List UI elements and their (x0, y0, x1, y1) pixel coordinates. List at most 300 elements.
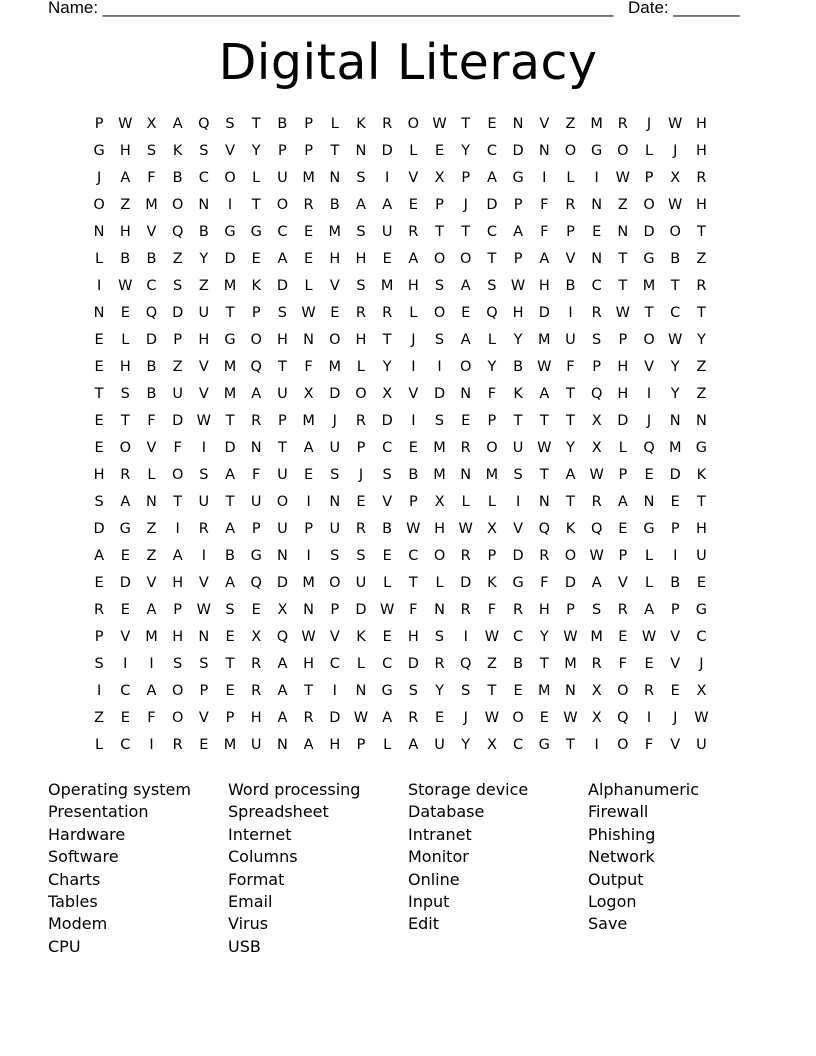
grid-letter[interactable]: M (668, 440, 682, 456)
grid-letter[interactable]: H (250, 710, 262, 726)
grid-letter[interactable]: C (486, 224, 497, 240)
grid-letter[interactable]: S (94, 494, 104, 510)
grid-letter[interactable]: I (306, 494, 311, 510)
grid-letter[interactable]: P (304, 521, 313, 537)
grid-letter[interactable]: H (303, 656, 315, 672)
grid-letter[interactable]: W (353, 710, 369, 726)
grid-letter[interactable]: U (565, 332, 576, 348)
grid-letter[interactable]: I (201, 440, 206, 456)
grid-letter[interactable]: H (695, 143, 707, 159)
grid-letter[interactable]: W (484, 629, 500, 645)
grid-letter[interactable]: H (119, 224, 131, 240)
grid-letter[interactable]: W (432, 116, 447, 132)
grid-letter[interactable]: D (460, 575, 472, 591)
grid-letter[interactable]: Y (566, 440, 575, 456)
grid-letter[interactable]: R (643, 683, 655, 699)
grid-letter[interactable]: R (565, 197, 576, 213)
grid-letter[interactable]: F (173, 440, 182, 456)
grid-letter[interactable]: B (513, 656, 524, 672)
grid-letter[interactable]: D (224, 440, 236, 456)
grid-letter[interactable]: Z (696, 386, 707, 402)
grid-letter[interactable]: I (673, 548, 678, 564)
grid-letter[interactable]: T (696, 224, 706, 240)
grid-letter[interactable]: H (355, 251, 367, 267)
grid-letter[interactable]: J (646, 413, 652, 429)
grid-letter[interactable]: D (669, 467, 681, 483)
grid-letter[interactable]: M (328, 224, 342, 240)
grid-letter[interactable]: B (120, 251, 131, 267)
grid-letter[interactable]: U (277, 467, 288, 483)
grid-letter[interactable]: G (119, 521, 131, 537)
grid-letter[interactable]: O (617, 737, 629, 753)
grid-letter[interactable]: J (673, 143, 678, 159)
grid-letter[interactable]: L (618, 440, 627, 456)
grid-letter[interactable]: J (699, 656, 704, 672)
grid-letter[interactable]: X (303, 386, 314, 402)
grid-letter[interactable]: O (433, 305, 446, 321)
grid-letter[interactable]: P (487, 548, 497, 564)
grid-letter[interactable]: F (644, 737, 654, 753)
grid-letter[interactable]: E (408, 440, 418, 456)
grid-letter[interactable]: P (225, 710, 235, 726)
grid-letter[interactable]: F (252, 467, 261, 483)
grid-letter[interactable]: T (408, 575, 418, 591)
grid-letter[interactable]: H (119, 143, 131, 159)
grid-letter[interactable]: M (642, 278, 656, 294)
grid-letter[interactable]: R (591, 656, 602, 672)
grid-letter[interactable]: A (120, 494, 131, 510)
grid-letter[interactable]: I (306, 548, 311, 564)
grid-letter[interactable]: V (670, 629, 681, 645)
grid-letter[interactable]: E (670, 494, 680, 510)
grid-letter[interactable]: H (172, 629, 184, 645)
grid-letter[interactable]: O (460, 359, 472, 375)
grid-letter[interactable]: K (565, 521, 576, 537)
grid-letter[interactable]: N (460, 467, 472, 483)
grid-letter[interactable]: C (382, 656, 393, 672)
grid-letter[interactable]: B (146, 359, 157, 375)
grid-letter[interactable]: H (119, 359, 131, 375)
grid-letter[interactable]: N (669, 413, 681, 429)
grid-letter[interactable]: A (460, 332, 471, 348)
grid-letter[interactable]: U (277, 170, 288, 186)
grid-letter[interactable]: O (617, 683, 629, 699)
grid-letter[interactable]: X (434, 494, 445, 510)
grid-letter[interactable]: P (199, 683, 209, 699)
grid-letter[interactable]: Y (513, 332, 523, 348)
grid-letter[interactable]: U (277, 521, 288, 537)
grid-letter[interactable]: C (277, 224, 288, 240)
grid-letter[interactable]: B (225, 548, 235, 564)
grid-letter[interactable]: I (646, 710, 652, 726)
grid-letter[interactable]: H (198, 332, 210, 348)
grid-letter[interactable]: Q (538, 521, 550, 537)
grid-letter[interactable]: R (460, 440, 471, 456)
grid-letter[interactable]: N (591, 197, 603, 213)
grid-letter[interactable]: Y (461, 143, 471, 159)
grid-letter[interactable]: S (277, 305, 288, 321)
grid-letter[interactable]: M (302, 170, 315, 186)
grid-letter[interactable]: T (670, 278, 680, 294)
grid-letter[interactable]: D (486, 197, 498, 213)
grid-letter[interactable]: F (540, 575, 549, 591)
grid-letter[interactable]: J (358, 467, 364, 483)
grid-letter[interactable]: X (591, 710, 602, 726)
grid-letter[interactable]: Y (670, 359, 680, 375)
grid-letter[interactable]: T (435, 224, 444, 240)
grid-letter[interactable]: B (670, 575, 681, 591)
grid-letter[interactable]: E (644, 656, 654, 672)
grid-letter[interactable]: T (644, 305, 654, 321)
grid-letter[interactable]: N (512, 116, 524, 132)
grid-letter[interactable]: X (591, 440, 602, 456)
grid-letter[interactable]: K (513, 386, 523, 402)
grid-letter[interactable]: O (171, 197, 184, 213)
grid-letter[interactable]: Q (486, 305, 498, 321)
grid-letter[interactable]: R (617, 602, 628, 618)
grid-letter[interactable]: S (356, 170, 366, 186)
grid-letter[interactable]: W (510, 278, 526, 294)
grid-letter[interactable]: F (618, 656, 628, 672)
grid-letter[interactable]: S (356, 548, 366, 564)
grid-letter[interactable]: B (277, 116, 288, 132)
grid-letter[interactable]: G (538, 737, 550, 753)
grid-letter[interactable]: P (251, 305, 261, 321)
grid-letter[interactable]: K (172, 143, 183, 159)
grid-letter[interactable]: E (94, 359, 104, 375)
grid-letter[interactable]: Z (617, 197, 628, 213)
grid-letter[interactable]: X (382, 386, 393, 402)
grid-letter[interactable]: I (175, 521, 180, 537)
grid-letter[interactable]: L (121, 332, 130, 348)
grid-letter[interactable]: D (276, 278, 288, 294)
grid-letter[interactable]: R (355, 521, 366, 537)
grid-letter[interactable]: L (644, 548, 654, 564)
grid-letter[interactable]: I (123, 656, 128, 672)
grid-letter[interactable]: Q (590, 386, 603, 402)
grid-letter[interactable]: E (120, 548, 130, 564)
grid-letter[interactable]: I (201, 548, 206, 564)
grid-letter[interactable]: V (382, 494, 393, 510)
grid-letter[interactable]: T (539, 656, 549, 672)
grid-letter[interactable]: I (411, 413, 416, 429)
grid-letter[interactable]: S (592, 332, 602, 348)
grid-letter[interactable]: E (94, 413, 104, 429)
grid-letter[interactable]: C (120, 683, 131, 699)
grid-letter[interactable]: E (356, 494, 366, 510)
grid-letter[interactable]: K (251, 278, 261, 294)
grid-letter[interactable]: U (198, 305, 210, 321)
grid-letter[interactable]: Q (617, 710, 629, 726)
grid-letter[interactable]: V (146, 575, 157, 591)
grid-letter[interactable]: M (380, 278, 394, 294)
grid-letter[interactable]: M (328, 359, 342, 375)
grid-letter[interactable]: U (198, 494, 210, 510)
grid-letter[interactable]: Z (146, 521, 157, 537)
grid-letter[interactable]: N (93, 305, 105, 321)
grid-letter[interactable]: I (332, 683, 337, 699)
grid-letter[interactable]: E (618, 521, 628, 537)
grid-letter[interactable]: G (250, 548, 262, 564)
grid-letter[interactable]: I (463, 629, 468, 645)
grid-letter[interactable]: A (94, 548, 105, 564)
grid-letter[interactable]: P (592, 359, 602, 375)
grid-letter[interactable]: I (385, 170, 390, 186)
grid-letter[interactable]: L (409, 305, 418, 321)
grid-letter[interactable]: A (539, 251, 550, 267)
grid-letter[interactable]: F (147, 170, 156, 186)
grid-letter[interactable]: H (512, 305, 524, 321)
grid-letter[interactable]: T (618, 251, 628, 267)
grid-letter[interactable]: V (644, 359, 654, 375)
grid-letter[interactable]: L (409, 143, 418, 159)
grid-letter[interactable]: T (277, 359, 287, 375)
grid-letter[interactable]: M (590, 629, 603, 645)
grid-letter[interactable]: E (696, 575, 706, 591)
grid-letter[interactable]: T (513, 413, 523, 429)
grid-letter[interactable]: S (356, 278, 366, 294)
grid-letter[interactable]: E (434, 143, 445, 159)
grid-letter[interactable]: O (276, 494, 289, 510)
grid-letter[interactable]: P (278, 413, 287, 429)
grid-letter[interactable]: O (669, 224, 681, 240)
grid-letter[interactable]: P (513, 197, 523, 213)
grid-letter[interactable]: D (172, 413, 184, 429)
grid-letter[interactable]: P (251, 521, 261, 537)
grid-letter[interactable]: B (146, 386, 157, 402)
grid-letter[interactable]: P (618, 548, 628, 564)
grid-letter[interactable]: I (96, 683, 102, 699)
grid-letter[interactable]: A (382, 197, 393, 213)
grid-letter[interactable]: T (566, 386, 575, 402)
grid-letter[interactable]: D (145, 332, 158, 348)
grid-letter[interactable]: O (643, 197, 655, 213)
grid-letter[interactable]: A (460, 278, 471, 294)
grid-letter[interactable]: V (198, 359, 209, 375)
grid-letter[interactable]: X (277, 602, 288, 618)
grid-letter[interactable]: N (329, 170, 341, 186)
grid-letter[interactable]: P (94, 629, 104, 645)
grid-letter[interactable]: A (146, 683, 157, 699)
grid-letter[interactable]: N (303, 332, 315, 348)
grid-letter[interactable]: E (513, 683, 523, 699)
grid-letter[interactable]: M (538, 683, 551, 699)
grid-letter[interactable]: E (94, 440, 104, 456)
grid-letter[interactable]: A (644, 602, 654, 618)
grid-letter[interactable]: O (171, 467, 184, 483)
grid-letter[interactable]: W (484, 710, 500, 726)
grid-letter[interactable]: Z (172, 251, 183, 267)
grid-letter[interactable]: V (670, 737, 681, 753)
grid-letter[interactable]: R (198, 521, 209, 537)
grid-letter[interactable]: C (329, 656, 340, 672)
grid-letter[interactable]: E (592, 224, 602, 240)
grid-letter[interactable]: T (696, 494, 706, 510)
grid-letter[interactable]: U (250, 494, 262, 510)
grid-letter[interactable]: G (591, 143, 603, 159)
grid-letter[interactable]: S (330, 548, 340, 564)
grid-letter[interactable]: O (617, 143, 629, 159)
grid-letter[interactable]: P (408, 494, 418, 510)
grid-letter[interactable]: V (408, 386, 419, 402)
grid-letter[interactable]: S (120, 386, 130, 402)
grid-letter[interactable]: R (303, 197, 314, 213)
grid-letter[interactable]: A (382, 710, 393, 726)
grid-letter[interactable]: R (251, 683, 262, 699)
grid-letter[interactable]: T (330, 143, 340, 159)
grid-letter[interactable]: H (434, 521, 445, 537)
grid-letter[interactable]: V (670, 656, 681, 672)
grid-letter[interactable]: V (617, 575, 628, 591)
grid-letter[interactable]: U (329, 521, 341, 537)
grid-letter[interactable]: D (381, 413, 393, 429)
grid-letter[interactable]: Q (590, 521, 603, 537)
grid-letter[interactable]: L (461, 494, 470, 510)
grid-letter[interactable]: P (513, 251, 523, 267)
grid-letter[interactable]: P (173, 332, 183, 348)
grid-letter[interactable]: D (329, 710, 341, 726)
grid-letter[interactable]: F (147, 413, 156, 429)
grid-letter[interactable]: S (146, 143, 157, 159)
grid-letter[interactable]: X (670, 170, 681, 186)
grid-letter[interactable]: R (408, 224, 419, 240)
grid-letter[interactable]: N (355, 683, 367, 699)
grid-letter[interactable]: N (303, 602, 315, 618)
grid-letter[interactable]: O (512, 710, 524, 726)
grid-letter[interactable]: V (198, 386, 209, 402)
grid-letter[interactable]: X (434, 170, 445, 186)
grid-letter[interactable]: E (251, 251, 261, 267)
grid-letter[interactable]: O (564, 548, 577, 564)
grid-letter[interactable]: O (486, 440, 498, 456)
grid-letter[interactable]: Q (198, 116, 210, 132)
grid-letter[interactable]: S (225, 602, 235, 618)
grid-letter[interactable]: H (276, 332, 288, 348)
grid-letter[interactable]: P (618, 332, 628, 348)
grid-letter[interactable]: F (304, 359, 313, 375)
grid-letter[interactable]: D (381, 143, 393, 159)
grid-letter[interactable]: T (566, 413, 575, 429)
grid-letter[interactable]: L (644, 575, 654, 591)
grid-letter[interactable]: R (251, 656, 262, 672)
grid-letter[interactable]: M (590, 116, 603, 132)
grid-letter[interactable]: R (120, 467, 131, 483)
grid-letter[interactable]: N (276, 737, 288, 753)
grid-letter[interactable]: R (591, 305, 602, 321)
grid-letter[interactable]: E (251, 602, 261, 618)
grid-letter[interactable]: D (355, 602, 367, 618)
grid-letter[interactable]: U (434, 737, 445, 753)
grid-letter[interactable]: I (437, 359, 442, 375)
grid-letter[interactable]: O (460, 251, 472, 267)
grid-letter[interactable]: P (670, 602, 680, 618)
grid-letter[interactable]: S (487, 278, 497, 294)
grid-letter[interactable]: X (591, 683, 602, 699)
grid-letter[interactable]: O (93, 197, 105, 213)
grid-letter[interactable]: W (118, 278, 133, 294)
grid-letter[interactable]: I (594, 737, 599, 753)
grid-letter[interactable]: A (120, 170, 131, 186)
grid-letter[interactable]: V (513, 521, 524, 537)
grid-letter[interactable]: E (461, 413, 471, 429)
grid-letter[interactable]: S (94, 656, 104, 672)
grid-letter[interactable]: T (277, 440, 287, 456)
grid-letter[interactable]: V (408, 170, 419, 186)
grid-letter[interactable]: C (120, 737, 131, 753)
grid-letter[interactable]: C (591, 278, 602, 294)
grid-letter[interactable]: A (539, 386, 550, 402)
grid-letter[interactable]: I (411, 359, 416, 375)
grid-letter[interactable]: A (172, 116, 183, 132)
grid-letter[interactable]: W (301, 629, 316, 645)
grid-letter[interactable]: W (406, 521, 421, 537)
grid-letter[interactable]: R (382, 116, 393, 132)
grid-letter[interactable]: W (641, 629, 657, 645)
grid-letter[interactable]: M (485, 467, 499, 483)
grid-letter[interactable]: L (566, 170, 575, 186)
grid-letter[interactable]: U (277, 386, 288, 402)
grid-letter[interactable]: P (566, 602, 575, 618)
grid-letter[interactable]: E (304, 251, 314, 267)
grid-letter[interactable]: A (277, 251, 288, 267)
grid-letter[interactable]: D (617, 413, 629, 429)
grid-letter[interactable]: O (329, 575, 341, 591)
grid-letter[interactable]: O (329, 332, 341, 348)
grid-letter[interactable]: G (224, 224, 236, 240)
grid-letter[interactable]: A (277, 683, 288, 699)
grid-letter[interactable]: Q (460, 656, 472, 672)
grid-letter[interactable]: S (199, 143, 209, 159)
grid-letter[interactable]: O (224, 170, 236, 186)
grid-letter[interactable]: S (592, 602, 602, 618)
grid-letter[interactable]: S (225, 116, 235, 132)
grid-letter[interactable]: M (223, 278, 237, 294)
grid-letter[interactable]: G (695, 440, 708, 456)
grid-letter[interactable]: E (461, 305, 471, 321)
grid-letter[interactable]: I (149, 737, 154, 753)
grid-letter[interactable]: W (589, 548, 604, 564)
grid-letter[interactable]: I (542, 170, 547, 186)
grid-letter[interactable]: Z (120, 197, 131, 213)
grid-letter[interactable]: R (355, 305, 366, 321)
grid-letter[interactable]: Y (199, 251, 209, 267)
grid-letter[interactable]: V (329, 278, 340, 294)
grid-letter[interactable]: G (381, 683, 393, 699)
grid-letter[interactable]: B (565, 278, 576, 294)
grid-letter[interactable]: N (198, 197, 210, 213)
grid-letter[interactable]: W (118, 116, 133, 132)
grid-letter[interactable]: U (250, 737, 262, 753)
grid-letter[interactable]: R (696, 170, 707, 186)
grid-letter[interactable]: X (591, 413, 602, 429)
grid-letter[interactable]: E (382, 629, 392, 645)
grid-letter[interactable]: N (355, 143, 367, 159)
grid-letter[interactable]: Q (171, 224, 184, 240)
grid-letter[interactable]: F (409, 602, 418, 618)
grid-letter[interactable]: T (251, 197, 261, 213)
grid-letter[interactable]: S (199, 467, 209, 483)
grid-letter[interactable]: C (696, 629, 707, 645)
grid-letter[interactable]: Q (250, 359, 262, 375)
grid-letter[interactable]: W (196, 413, 212, 429)
grid-letter[interactable]: L (356, 656, 366, 672)
grid-letter[interactable]: Q (250, 575, 262, 591)
grid-letter[interactable]: S (330, 467, 340, 483)
grid-letter[interactable]: O (276, 197, 289, 213)
grid-letter[interactable]: T (487, 251, 497, 267)
grid-letter[interactable]: A (146, 602, 157, 618)
grid-letter[interactable]: B (670, 251, 681, 267)
